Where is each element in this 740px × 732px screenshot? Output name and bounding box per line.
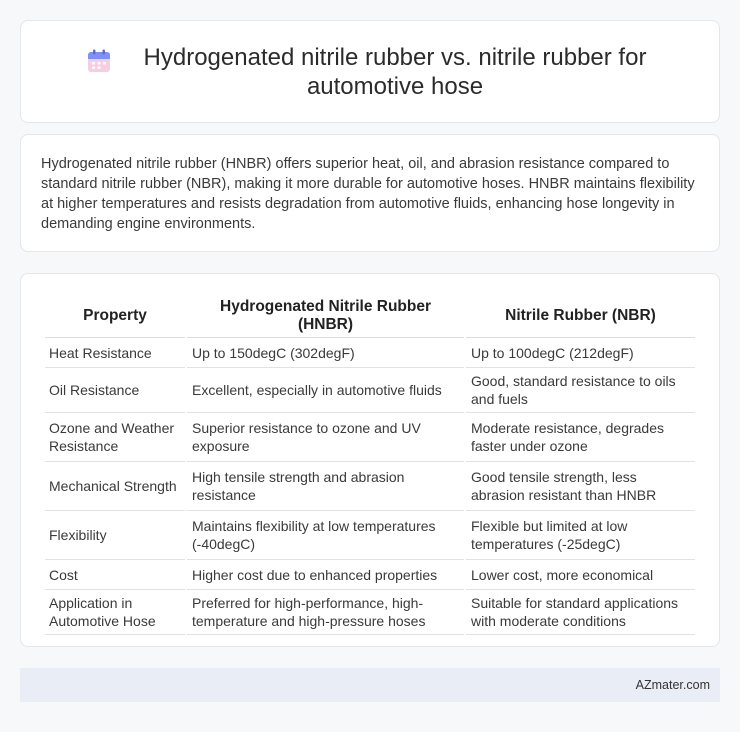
hnbr-cell: Excellent, especially in automotive fluids	[187, 368, 464, 413]
hnbr-cell: Preferred for high-performance, high-temperature and high-pressure hoses	[187, 590, 464, 635]
intro-paragraph: Hydrogenated nitrile rubber (HNBR) offers superior heat, oil, and abrasion resistance compared to standard nitrile rubber (NBR), making it more durable for automotive hoses. HNBR maintains flexibility at higher temperatures and resists degradation from automotive fluids, enhancing hose longevity in demanding engine environments.	[41, 156, 695, 232]
table-row	[45, 338, 695, 368]
table-row	[45, 560, 695, 590]
property-cell: Application in Automotive Hose	[45, 590, 185, 635]
table-row	[45, 368, 695, 413]
hnbr-cell: Higher cost due to enhanced properties	[187, 560, 464, 590]
hnbr-cell: Superior resistance to ozone and UV exposure	[187, 413, 464, 462]
property-cell: Mechanical Strength	[45, 462, 185, 511]
property-cell: Ozone and Weather Resistance	[45, 413, 185, 462]
property-cell: Cost	[45, 560, 185, 590]
nbr-cell: Good, standard resistance to oils and fuels	[466, 368, 695, 413]
footer-bar	[20, 668, 720, 702]
title-wrap	[21, 43, 719, 101]
table-row	[45, 413, 695, 462]
footer-brand[interactable]: AZmater.com	[635, 678, 710, 692]
nbr-cell: Flexible but limited at low temperatures (-25degC)	[466, 511, 695, 560]
comparison-table-card	[20, 273, 720, 647]
nbr-cell: Suitable for standard applications with moderate conditions	[466, 590, 695, 635]
table-row	[45, 511, 695, 560]
intro-card	[20, 134, 720, 252]
nbr-cell: Moderate resistance, degrades faster under ozone	[466, 413, 695, 462]
hnbr-cell: Maintains flexibility at low temperatures (-40degC)	[187, 511, 464, 560]
page-title: Hydrogenated nitrile rubber vs. nitrile rubber for automotive hose	[143, 43, 647, 100]
property-cell: Heat Resistance	[45, 338, 185, 368]
table-row	[45, 590, 695, 635]
header-nbr: Nitrile Rubber (NBR)	[466, 295, 695, 338]
header-property: Property	[45, 295, 185, 338]
nbr-cell: Lower cost, more economical	[466, 560, 695, 590]
calendar-icon	[85, 47, 113, 75]
property-cell: Flexibility	[45, 511, 185, 560]
nbr-cell: Up to 100degC (212degF)	[466, 338, 695, 368]
header-hnbr: Hydrogenated Nitrile Rubber (HNBR)	[187, 295, 464, 338]
nbr-cell: Good tensile strength, less abrasion resistant than HNBR	[466, 462, 695, 511]
property-cell: Oil Resistance	[45, 368, 185, 413]
comparison-table	[43, 295, 697, 635]
table-header-row	[45, 295, 695, 338]
hnbr-cell: High tensile strength and abrasion resistance	[187, 462, 464, 511]
hnbr-cell: Up to 150degC (302degF)	[187, 338, 464, 368]
title-card	[20, 20, 720, 123]
table-row	[45, 462, 695, 511]
